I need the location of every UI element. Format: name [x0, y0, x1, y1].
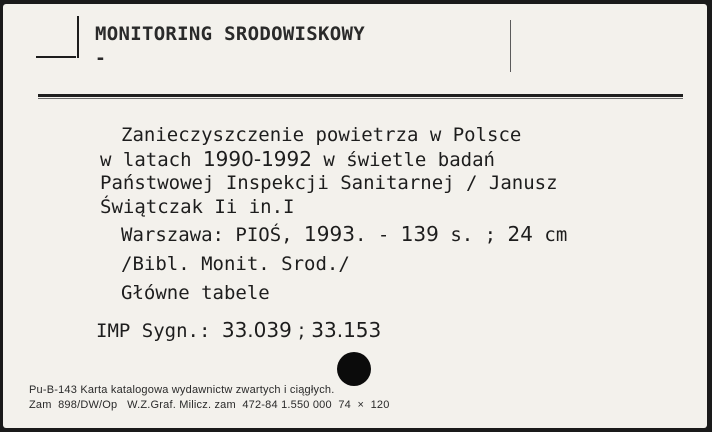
- title-years: 1990-1992: [202, 147, 312, 171]
- imprint-publisher: Warszawa: PIOŚ,: [121, 224, 305, 246]
- imprint-pages-suffix: s. ;: [438, 224, 508, 246]
- signature-line: [96, 319, 381, 342]
- signature-numbers: 33.039 ; 33.153: [221, 318, 382, 342]
- punch-hole: [337, 352, 371, 386]
- title-line-2-end: w świetle badań: [311, 149, 495, 171]
- series-statement: /Bibl. Monit. Srod./: [121, 253, 350, 275]
- imprint-pages: 139: [400, 222, 439, 246]
- title-line-1: Zanieczyszczenie powietrza w Polsce: [121, 124, 522, 146]
- imprint-year: 1993: [304, 222, 355, 246]
- header-rule-thin: [38, 98, 683, 99]
- subject-heading: MONITORING SRODOWISKOWY: [95, 23, 365, 45]
- title-line-3: Państwowej Inspekcji Sanitarnej / Janusz: [100, 172, 558, 194]
- corner-mark: [36, 46, 76, 58]
- signature-label: IMP Sygn.:: [96, 320, 222, 342]
- header-rule: [38, 94, 683, 97]
- footer-line-2: Zam 898/DW/Op W.Z.Graf. Milicz. zam 472-84 1.550 000 74 × 120: [29, 399, 390, 411]
- imprint-pages-prefix: . -: [354, 224, 401, 246]
- imprint-size: 24: [507, 222, 533, 246]
- imprint-size-unit: cm: [532, 224, 568, 246]
- title-line-4: Świątczak Ii in.I: [100, 196, 295, 218]
- imprint-line: [121, 223, 567, 246]
- header-left-divider: [77, 16, 79, 58]
- subject-dash: -: [95, 48, 106, 69]
- catalog-card: [3, 4, 707, 428]
- footer-line-1: Pu-B-143 Karta katalogowa wydawnictw zwartych i ciągłych.: [29, 384, 335, 396]
- contents-note: Główne tabele: [121, 282, 270, 304]
- title-line-2-start: w latach: [100, 149, 203, 171]
- header-right-divider: [510, 20, 511, 72]
- title-line-2: [100, 148, 495, 171]
